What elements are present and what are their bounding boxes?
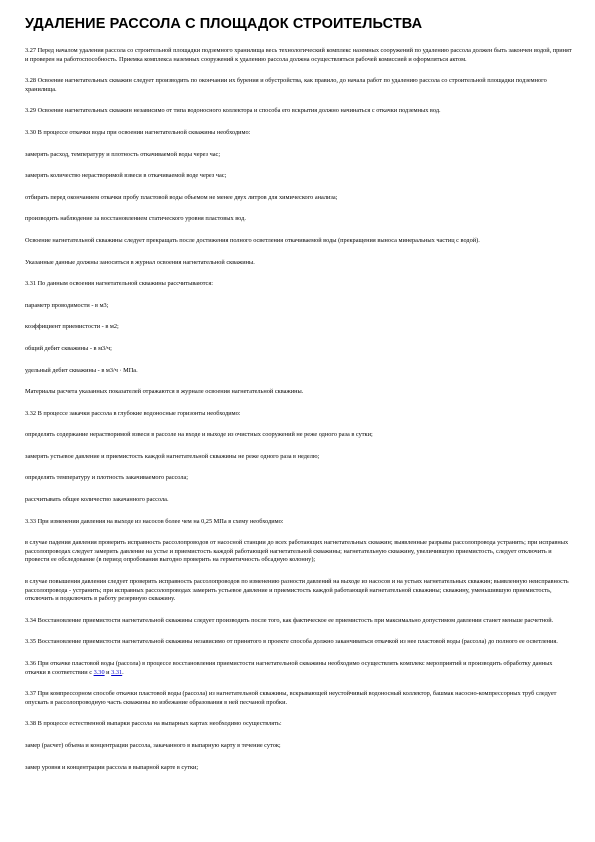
- link-3-30[interactable]: 3.30: [93, 668, 105, 676]
- paragraph-with-links: [25, 660, 573, 677]
- paragraph: рассчитывать общее количество закачанного рассола.: [25, 496, 169, 504]
- paragraph: 3.33 При изменении давления на выходе из насосов более чем на 0,25 МПа в схему необходимо:: [25, 517, 284, 525]
- document-title: УДАЛЕНИЕ РАССОЛА С ПЛОЩАДОК СТРОИТЕЛЬСТВА: [25, 16, 423, 32]
- paragraph: замерять расход, температуру и плотность откачиваемой воды через час;: [25, 150, 221, 158]
- paragraph: производить наблюдение за восстановлением статического уровня пластовых вод.: [25, 215, 246, 223]
- paragraph: Указанные данные должны заноситься в журнал освоения нагнетательной скважины.: [25, 258, 255, 266]
- paragraph: общий дебит скважины - в м3/ч;: [25, 344, 112, 352]
- paragraph: определять температуру и плотность закачиваемого рассола;: [25, 474, 189, 482]
- paragraph: замерять устьевое давление и приемистость каждой нагнетательной скважины не реже одного раза в неделю;: [25, 452, 320, 460]
- paragraph-text: 3.36 При откачке пластовой воды (рассола) в процессе восстановления приемистости нагнетательной скважины необходимо осуществлять комплекс мероприятий и производить обработку данных откачки в соответствии с: [25, 660, 553, 676]
- paragraph: замер (расчет) объема и концентрации рассола, закачанного в выпарную карту в течение суток;: [25, 741, 281, 749]
- paragraph: коэффициент приемистости - в м2;: [25, 323, 119, 331]
- paragraph: замерять количество нерастворимой взвеси в откачиваемой воде через час;: [25, 172, 227, 180]
- paragraph: 3.31 По данным освоения нагнетательной скважины рассчитываются:: [25, 280, 213, 288]
- paragraph: 3.27 Перед началом удаления рассола со строительной площадки подземного хранилища весь технологический комплекс наземных сооружений по удалению рассола должен быть закончен водой, принят и проверен на работоспособность. Приемка комплекса наземных сооружений к удалению рассола должна осуществляться рабочей комиссией и оформляться актом.: [25, 47, 572, 63]
- paragraph: замер уровня и концентрации рассола в выпарной карте в сутки;: [25, 763, 199, 771]
- paragraph: 3.35 Восстановление приемистости нагнетательной скважины независимо от принятого в проекте способа должно заканчиваться откачкой из нее пластовой воды (рассола) до полного ее осветления.: [25, 638, 558, 646]
- paragraph: 3.38 В процессе естественной выпарки рассола на выпарных картах необходимо осуществлять:: [25, 720, 282, 728]
- paragraph: отбирать перед окончанием откачки пробу пластовой воды объемом не менее двух литров для химического анализа;: [25, 193, 338, 201]
- paragraph: 3.37 При компрессорном способе откачки пластовой воды (рассола) из нагнетательной скважины, вскрывающей неустойчивый водоносный коллектор, башмак насосно-компрессорных труб следует опускать в рассолопроводную часть скважины во избежание образования в ней песчаной пробки.: [25, 690, 557, 706]
- paragraph: 3.29 Освоение нагнетательных скважин независимо от типа водоносного коллектора и способа его вскрытия должно начинаться с откачки подземных вод.: [25, 107, 441, 115]
- paragraph: 3.32 В процессе закачки рассола в глубокие водоносные горизонты необходимо:: [25, 409, 241, 417]
- paragraph: Материалы расчета указанных показателей отражаются в журнале освоения нагнетательной скважины.: [25, 388, 304, 396]
- link-3-31[interactable]: 3.31: [111, 668, 123, 676]
- paragraph: Освоение нагнетательной скважины следует прекращать после достижения полного осветления откачиваемой воды (прекращения выноса минеральных частиц с водой).: [25, 236, 480, 244]
- paragraph: определять содержание нерастворимой взвеси в рассоле на входе и выходе из очистных сооружений не реже одного раза в сутки;: [25, 431, 373, 439]
- paragraph: в случае повышения давления следует проверить исправность рассолопроводов по изменению разности давлений на выходе из насосов и на устьях нагнетательных скважин; выявленную неисправность рассолопровода - устранить; при исправных рассолопроводах замерить устьевое давление и приемистость каждой работающей нагнетательной скважины; скважину, уменьшившую приемистость, отключить и подключить в работу резервную скважину.: [25, 578, 569, 603]
- paragraph: 3.30 В процессе откачки воды при освоении нагнетательной скважины необходимо:: [25, 128, 251, 136]
- paragraph: в случае падения давления проверить исправность рассолопроводов от насосной станции до всех работающих нагнетательных скважин; выявленные разрывы рассолопровода устранить; при исправных рассолопроводах следует замерить давление на устье и приемистость каждой работающей нагнетательной скважины; нагнетательную скважину, увеличившую приемистость, следует отключить и провести ее обследование (в период опробования выгодно проверить на герметичность обсадную колонну);: [25, 539, 569, 564]
- paragraph-text-tail: .: [122, 668, 124, 676]
- paragraph: параметр проводимости - в м3;: [25, 301, 109, 309]
- paragraph: удельный дебит скважины - в м3/ч · МПа.: [25, 366, 138, 374]
- paragraph-text-joiner: и: [104, 668, 112, 676]
- paragraph: 3.34 Восстановление приемистости нагнетательной скважины следует производить после того, как фактическое ее приемистость при максимально допустимом давлении станет меньше расчетной.: [25, 616, 554, 624]
- document-body: [25, 47, 573, 785]
- paragraph: 3.28 Освоение нагнетательных скважин следует производить по окончании их бурения и обустройства, как правило, до начала работ по удалению рассола со строительной площадки подземного хранилища.: [25, 77, 547, 93]
